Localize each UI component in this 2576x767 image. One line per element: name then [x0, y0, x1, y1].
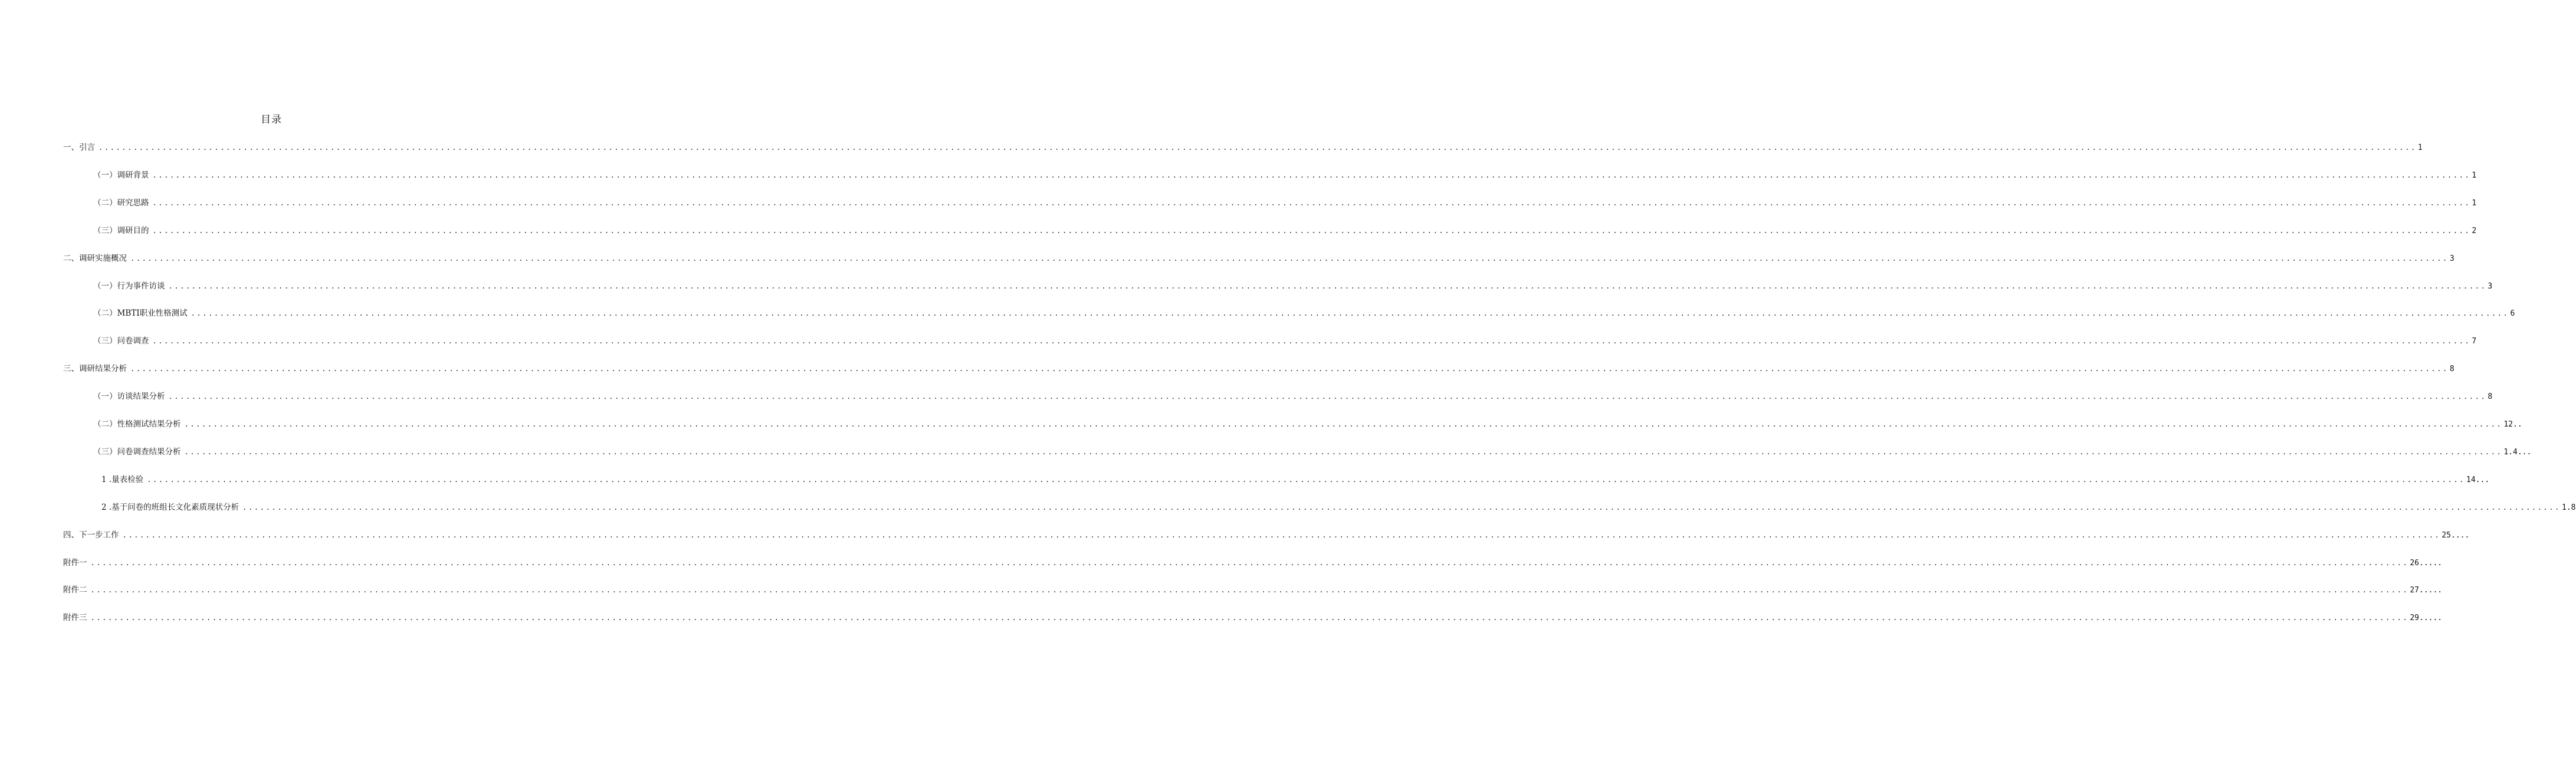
toc-entry[interactable] [63, 362, 2454, 375]
toc-entry-page: 1 [2472, 198, 2477, 208]
toc-entry-page: 2 [2472, 226, 2477, 235]
toc-entry-page: 8 [2449, 365, 2454, 374]
toc-dot-leader: ................................................................................................................................................................................................................................................................................................................................................................................................................ [90, 558, 2409, 567]
toc-entry-page: 1.4... [2503, 447, 2532, 457]
toc-entry-label: 附件三 [63, 613, 87, 623]
toc-entry[interactable] [93, 335, 2477, 348]
toc-dot-leader: ................................................................................................................................................................................................................................................................................................................................................................................................................ [242, 503, 2561, 512]
toc-entry-page: 25.... [2442, 530, 2470, 540]
toc-entry-page: 29..... [2410, 614, 2443, 623]
toc-entry-label: （二）性格测试结果分析 [93, 419, 181, 429]
toc-dot-leader: ................................................................................................................................................................................................................................................................................................................................................................................................................ [191, 309, 2509, 318]
toc-entry[interactable] [93, 445, 2532, 458]
toc-entry[interactable] [63, 611, 2443, 624]
toc-entry[interactable] [93, 390, 2493, 403]
toc-entry-page: 14... [2466, 475, 2490, 484]
toc-entry-label: （三）问卷调查 [93, 336, 149, 346]
toc-entry-page: 3 [2449, 254, 2454, 263]
toc-entry[interactable] [63, 584, 2443, 596]
toc-entry-label: 四、下一步工作 [63, 530, 119, 540]
toc-dot-leader: ................................................................................................................................................................................................................................................................................................................................................................................................................ [130, 365, 2449, 373]
toc-title: 目录 [261, 114, 282, 126]
toc-dot-leader: ................................................................................................................................................................................................................................................................................................................................................................................................................ [152, 198, 2471, 207]
toc-dot-leader: ................................................................................................................................................................................................................................................................................................................................................................................................................ [147, 475, 2466, 484]
toc-entry-label: （一）行为事件访谈 [93, 281, 165, 291]
toc-entry[interactable] [93, 224, 2477, 237]
toc-entry-page: 26..... [2410, 558, 2443, 568]
toc-dot-leader: ................................................................................................................................................................................................................................................................................................................................................................................................................ [99, 143, 2417, 152]
toc-entry[interactable] [63, 556, 2443, 569]
toc-entry[interactable] [93, 196, 2477, 209]
toc-dot-leader: ................................................................................................................................................................................................................................................................................................................................................................................................................ [168, 392, 2487, 401]
toc-entry-label: （一）调研背景 [93, 170, 149, 180]
toc-entry-page: 8 [2488, 392, 2493, 402]
toc-entry-page: 1 [2472, 171, 2477, 180]
toc-entry[interactable] [63, 252, 2454, 265]
toc-entry-label: （二）MBTI职业性格测试 [93, 309, 188, 319]
toc-dot-leader: ................................................................................................................................................................................................................................................................................................................................................................................................................ [130, 254, 2449, 263]
toc-dot-leader: ................................................................................................................................................................................................................................................................................................................................................................................................................ [152, 226, 2471, 235]
toc-entry-page: 12.. [2503, 420, 2522, 429]
toc-entry-label: （二）研究思路 [93, 198, 149, 208]
toc-entry-page: 6 [2510, 309, 2515, 319]
toc-entry-label: 1 .量表检验 [101, 474, 144, 484]
toc-entry[interactable] [63, 141, 2423, 154]
toc-entry-label: 三、调研结果分析 [63, 364, 127, 374]
toc-dot-leader: ................................................................................................................................................................................................................................................................................................................................................................................................................ [168, 281, 2487, 290]
toc-dot-leader: ................................................................................................................................................................................................................................................................................................................................................................................................................ [122, 530, 2441, 539]
toc-dot-leader: ................................................................................................................................................................................................................................................................................................................................................................................................................ [152, 337, 2471, 346]
toc-entry[interactable] [93, 280, 2493, 293]
toc-entry[interactable] [101, 473, 2490, 486]
toc-entry-page: 27..... [2410, 586, 2443, 595]
toc-entry[interactable] [63, 529, 2470, 542]
toc-dot-leader: ................................................................................................................................................................................................................................................................................................................................................................................................................ [90, 614, 2409, 622]
toc-dot-leader: ................................................................................................................................................................................................................................................................................................................................................................................................................ [184, 447, 2503, 456]
toc-entry-page: 1.8 [2562, 503, 2576, 512]
toc-entry[interactable] [93, 307, 2515, 320]
toc-entry-page: 1 [2417, 143, 2423, 152]
toc-entry-label: （三）调研目的 [93, 225, 149, 235]
toc-entry[interactable] [93, 169, 2477, 182]
toc-entry-label: 附件二 [63, 585, 87, 595]
toc-dot-leader: ................................................................................................................................................................................................................................................................................................................................................................................................................ [152, 171, 2471, 179]
toc-entry[interactable] [93, 418, 2522, 431]
toc-dot-leader: ................................................................................................................................................................................................................................................................................................................................................................................................................ [90, 586, 2409, 595]
toc-entry-page: 3 [2488, 281, 2493, 291]
toc-entry[interactable] [101, 501, 2576, 514]
toc-entry-label: 附件一 [63, 558, 87, 568]
toc-entry-label: （三）问卷调查结果分析 [93, 447, 181, 457]
toc-entry-page: 7 [2472, 337, 2477, 346]
toc-entry-label: 2 .基于问卷的班组长文化素质现状分析 [101, 502, 239, 512]
toc-entry-label: 二、调研实施概况 [63, 253, 127, 263]
toc-dot-leader: ................................................................................................................................................................................................................................................................................................................................................................................................................ [184, 420, 2503, 428]
toc-entry-label: 一、引言 [63, 143, 95, 152]
toc-entry-label: （一）访谈结果分析 [93, 392, 165, 402]
